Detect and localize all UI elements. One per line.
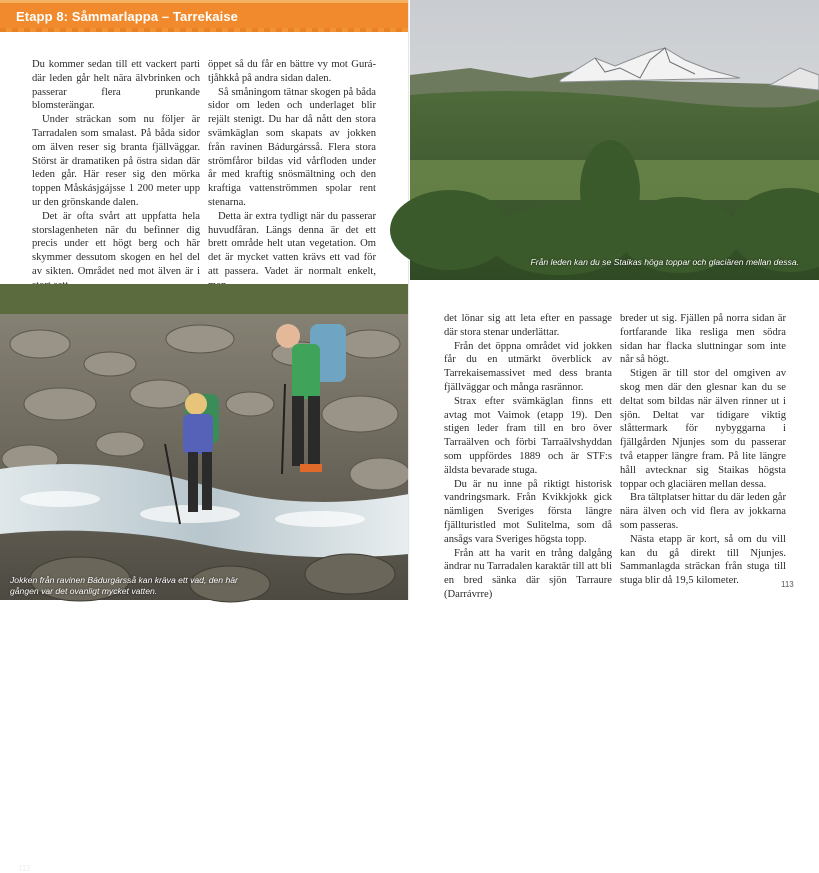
river-crossing-photo xyxy=(0,284,409,873)
paragraph: Det är ofta svårt att uppfatta hela storslagenheten när du befinner dig precis under ett högt berg och här skymmer dessutom skogen en hel del av sikten. Området ned mot älven är i xyxy=(32,210,200,277)
paragraph: breder ut sig. Fjällen på norra sidan är fortfarande lika resliga men södra sidan har flacka sluttningar som inte når så högt. xyxy=(620,313,786,366)
paragraph: Detta är extra tydligt när du passerar huvudfåran. Längs denna är det ett brett område helt utan vegetation. Om det är mycket vatten krävs ett vad för att passera. Vadet är normalt enkelt, xyxy=(208,210,376,277)
right-column-1 xyxy=(444,312,612,602)
paragraph: Strax efter svämkäglan finns ett avtag mot Vaimok (etapp 19). Den stigen leder fram till en bro över Tarraälven och förbi Tarraälvshyddan som uppfördes 1889 och är STF:s äldsta bevarade stuga. xyxy=(444,395,612,476)
stage-banner xyxy=(0,0,409,32)
paragraph: det lönar sig att leta efter en passage där stora stenar underlättar. xyxy=(444,313,612,338)
paragraph: Du är nu inne på riktigt historisk vandringsmark. Från Kvikkjokk gick nämligen Sveriges första längre fjällturistled mot Sulitelma, som då ansågs vara Sveriges högsta topp. xyxy=(444,478,612,545)
right-column-2 xyxy=(620,312,786,588)
paragraph: öppet så du får en bättre vy mot Gurá-tjåhkkå på andra sidan dalen. xyxy=(208,59,376,84)
paragraph: Nästa etapp är kort, så om du vill kan du gå direkt till Njunjes. Sammanlagda sträckan från stuga till stuga blir då 19,5 kilometer. xyxy=(620,533,786,587)
river-caption: Jokken från ravinen Bádurgársså kan kräva ett vad, den här gången var det ovanligt mycket vatten. xyxy=(10,575,238,596)
left-column-2 xyxy=(208,58,376,293)
page-number-right: 113 xyxy=(781,580,794,589)
paragraph: Du kommer sedan till ett vackert parti där leden går helt nära älvbrinken och passerar flera prunkande blomsterängar. xyxy=(32,59,200,112)
paragraph: Stigen är till stor del omgiven av skog men där den glesnar kan du se deltat som bildas när älven rinner ut i sjön. Deltat var tidigare viktig slåttermark för nybyggarna i fjällgården Njunjes som du passerar två etapper längre fram. På lite längre håll avtecknar sig Staikas högsta toppar och glaciären mellan dessa. xyxy=(620,368,786,490)
paragraph: Under sträckan som nu följer är Tarradalen som smalast. På båda sidor om älven reser sig branta fjällväggar. Störst är dramatiken på östra sidan där leden går. Här reser sig den mörka toppen Måskásjgájsse 1 200 meter upp ur den grönskande dalen. xyxy=(32,114,200,208)
left-column-1 xyxy=(32,58,200,293)
paragraph: Så småningom tätnar skogen på båda sidor om leden och underlaget blir rejält stenigt. Du har då nått den stora svämkäglan som skapats av jokken från ravinen Bádurgársså. Flera stora strömfåror bildas vid vårfloden under år med kraftig snösmältning och den kraftiga vattenströmmen spolar rent stenarna. xyxy=(208,86,376,208)
mountain-photo xyxy=(410,0,819,280)
page-number-left: 112 xyxy=(18,864,31,873)
mountain-caption: Från leden kan du se Staikas höga toppar och glaciären mellan dessa. xyxy=(530,257,799,267)
paragraph: Bra tältplatser hittar du där leden går nära älven och vid flera av jokkarna som passeras. xyxy=(620,492,786,531)
paragraph: Från att ha varit en trång dalgång ändrar nu Tarradalen karaktär till att bli en bred sänka där sjön Tarraure (Darrávrre) xyxy=(444,547,612,600)
stage-title: Etapp 8: Såmmarlappa – Tarrekaise xyxy=(16,9,238,24)
paragraph: Från det öppna området vid jokken får du en utmärkt överblick av Tarrekaisemassivet med dess branta fjällväggar och många rasrännor. xyxy=(444,340,612,393)
